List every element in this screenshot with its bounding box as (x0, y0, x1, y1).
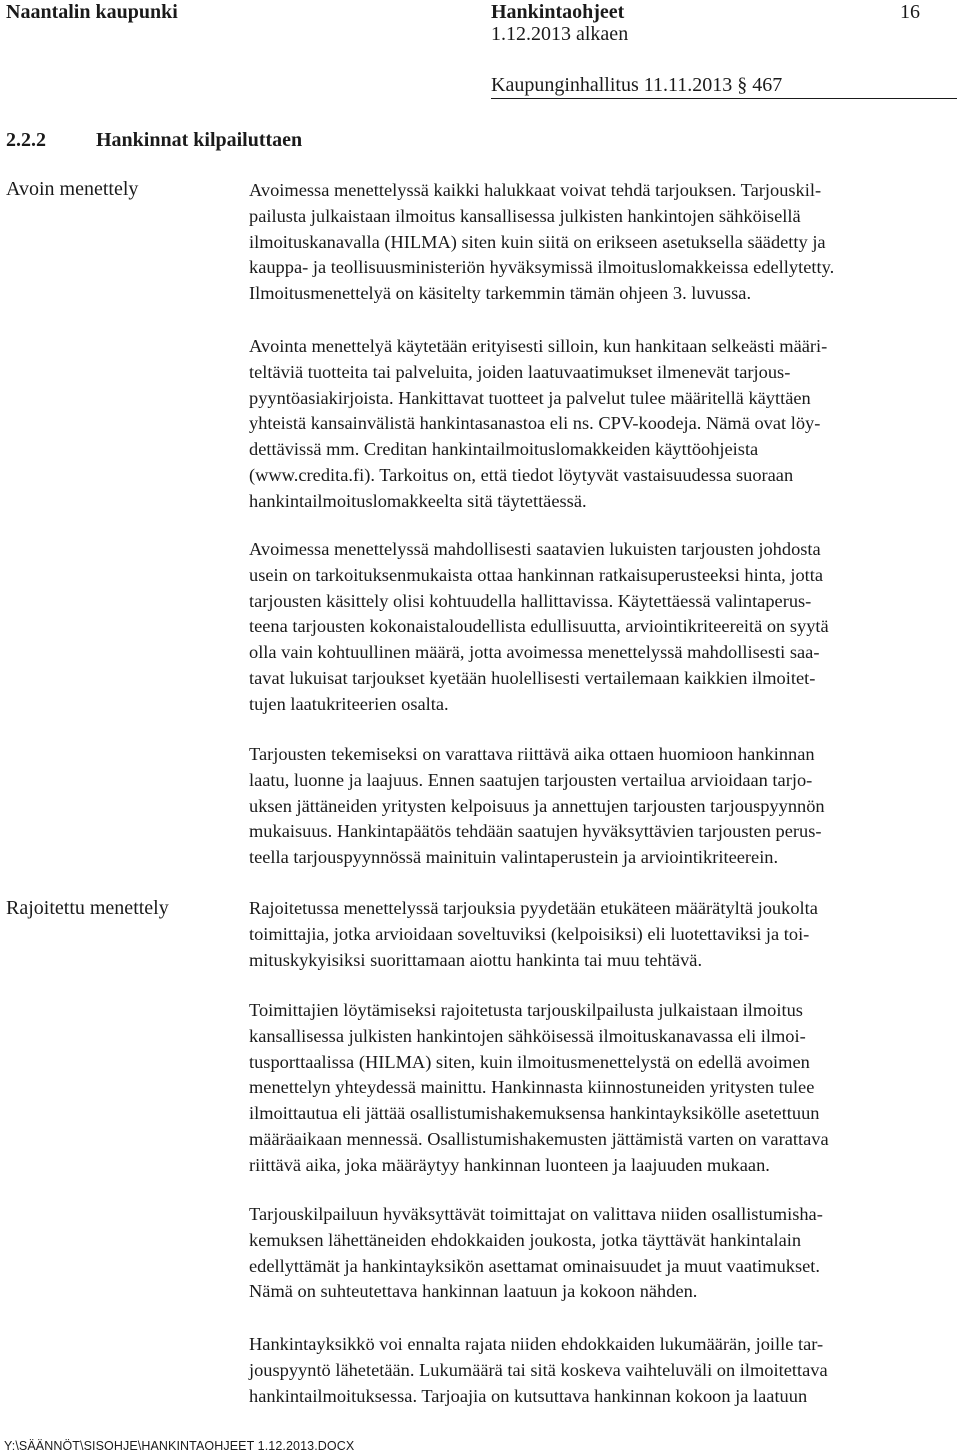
text-line: Rajoitetussa menettelyssä tarjouksia pyydetään etukäteen määrätyltä joukolta (249, 898, 818, 918)
text-line: Nämä on suhteutettava hankinnan laatuun ja kokoon nähden. (249, 1281, 698, 1302)
text-line: yhteistä kansainvälistä hankintasanastoa eli ns. CPV-koodeja. Nämä ovat löy- (249, 413, 821, 434)
text-line: tarjousten käsittely olisi kohtuudella hallittavissa. Käytettäessä valintaperus- (249, 590, 812, 611)
header-page-number: 16 (900, 1, 920, 23)
text-line: hankintailmoituslomakkeelta sitä täytettäessä. (249, 490, 587, 511)
open-procedure-para-3 (249, 537, 955, 718)
text-line: teena tarjousten kokonaistaloudellista edullisuutta, arviointikriteereitä on syytä (249, 616, 829, 637)
text-line: Toimittajien löytämiseksi rajoitetusta tarjouskilpailusta julkaistaan ilmoitus (249, 1000, 803, 1020)
text-line: pyyntöasiakirjoista. Hankittavat tuotteet ja palvelut tulee määritellä käyttäen (249, 387, 811, 408)
text-line: mituskykyisiksi suorittamaan aiottu hankinta tai muu tehtävä. (249, 949, 703, 970)
text-line: (www.credita.fi). Tarkoitus on, että tiedot löytyvät vastaisuudessa suoraan (249, 464, 794, 485)
header-divider (491, 98, 957, 99)
text-line: teltäviä tuotteita tai palveluita, joiden laatuvaatimukset ilmenevät tarjous- (249, 361, 791, 382)
text-line: olla vain kohtuullinen määrä, jotta avoimessa menettelyssä mahdollisesti saa- (249, 642, 820, 663)
text-line: riittävä aika, joka määräytyy hankinnan luonteen ja laajuuden mukaan. (249, 1154, 770, 1175)
text-line: tavat lukuisat tarjoukset kyetään huolellisesti vertailemaan kaikkien ilmoitet- (249, 667, 816, 688)
text-line: pailusta julkaistaan ilmoitus kansallisessa julkisten hankintojen sähköisellä (249, 205, 801, 226)
restricted-procedure-label: Rajoitettu menettely (6, 897, 169, 919)
text-line: jouspyyntö lähetetään. Lukumäärä tai sitä koskeva vaihteluväli on ilmoitettava (249, 1359, 828, 1380)
text-line: Ilmoitusmenettelyä on käsitelty tarkemmin tämän ohjeen 3. luvussa. (249, 283, 752, 304)
text-line: Hankintayksikkö voi ennalta rajata niiden ehdokkaiden lukumäärän, joille tar- (249, 1334, 824, 1354)
text-line: dettävissä mm. Creditan hankintailmoituslomakkeiden käyttöohjeista (249, 439, 759, 460)
text-line: toimittajia, jotka arvioidaan soveltuviksi (kelpoisiksi) eli luotettaviksi ja toi- (249, 923, 810, 944)
text-line: kemuksen lähettäneiden ehdokkaiden joukosta, jotka täyttävät hankintalain (249, 1229, 802, 1250)
open-procedure-para-1 (249, 178, 955, 307)
text-line: tusporttaalissa (HILMA) siten, kuin ilmoitusmenettelystä on edellä avoimen (249, 1051, 810, 1072)
header-organization: Naantalin kaupunki (6, 1, 178, 23)
header-document-title: Hankintaohjeet (491, 1, 625, 23)
text-line: kansallisessa julkisten hankintojen sähköisessä ilmoituskanavassa eli ilmoi- (249, 1025, 806, 1046)
text-line: kauppa- ja teollisuusministeriön hyväksymissä ilmoituslomakkeissa edellytetty. (249, 257, 835, 278)
restricted-procedure-para-4 (249, 1332, 955, 1409)
open-procedure-label: Avoin menettely (6, 178, 139, 200)
text-line: hankintailmoituksessa. Tarjoajia on kutsuttava hankinnan kokoon ja laatuun (249, 1385, 808, 1406)
section-title: Hankinnat kilpailuttaen (96, 129, 303, 151)
text-line: edellyttämät ja hankintayksikön asettamat ominaisuudet ja muut vaatimukset. (249, 1255, 820, 1276)
header-valid-from: 1.12.2013 alkaen (491, 23, 629, 45)
text-line: Avoimessa menettelyssä mahdollisesti saatavien lukuisten tarjousten johdosta (249, 539, 821, 559)
section-heading (6, 128, 302, 152)
open-procedure-para-2 (249, 334, 955, 515)
text-line: teella tarjouspyynnössä mainituin valintaperustein ja arviointikriteerein. (249, 847, 779, 868)
header-approval: Kaupunginhallitus 11.11.2013 § 467 (491, 74, 783, 96)
text-line: Tarjouskilpailuun hyväksyttävät toimittajat on valittava niiden osallistumisha- (249, 1204, 823, 1224)
footer-file-path: Y:\SÄÄNNÖT\SISOHJE\HANKINTAOHJEET 1.12.2013.DOCX (4, 1439, 355, 1453)
restricted-procedure-para-2 (249, 998, 955, 1179)
text-line: laatu, luonne ja laajuus. Ennen saatujen tarjousten vertailua arvioidaan tarjo- (249, 769, 813, 790)
text-line: menettelyn yhteydessä mainittu. Hankinnasta kiinnostuneiden yritysten tulee (249, 1077, 815, 1098)
text-line: Avoimessa menettelyssä kaikki halukkaat voivat tehdä tarjouksen. Tarjouskil- (249, 180, 822, 200)
text-line: tujen laatukriteerien osalta. (249, 693, 449, 714)
text-line: usein on tarkoituksenmukaista ottaa hankinnan ratkaisuperusteeksi hinta, jotta (249, 564, 824, 585)
section-number: 2.2.2 (6, 129, 46, 151)
text-line: Avointa menettelyä käytetään erityisesti silloin, kun hankitaan selkeästi määri- (249, 336, 828, 356)
text-line: uksen jättäneiden yritysten kelpoisuus ja annettujen tarjousten tarjouspyynnön (249, 795, 825, 816)
text-line: määräaikaan mennessä. Osallistumishakemusten jättämistä varten on varattava (249, 1128, 829, 1149)
restricted-procedure-para-3 (249, 1202, 955, 1305)
text-line: ilmoittautua eli jättää osallistumishakemuksensa hankintayksikölle asetettuun (249, 1103, 820, 1124)
open-procedure-para-4 (249, 742, 955, 871)
restricted-procedure-para-1 (249, 896, 955, 973)
text-line: Tarjousten tekemiseksi on varattava riittävä aika ottaen huomioon hankinnan (249, 744, 815, 764)
text-line: mukaisuus. Hankintapäätös tehdään saatujen hyväksyttävien tarjousten perus- (249, 821, 822, 842)
text-line: ilmoituskanavalla (HILMA) siten kuin siitä on erikseen asetuksella säädetty ja (249, 231, 826, 252)
